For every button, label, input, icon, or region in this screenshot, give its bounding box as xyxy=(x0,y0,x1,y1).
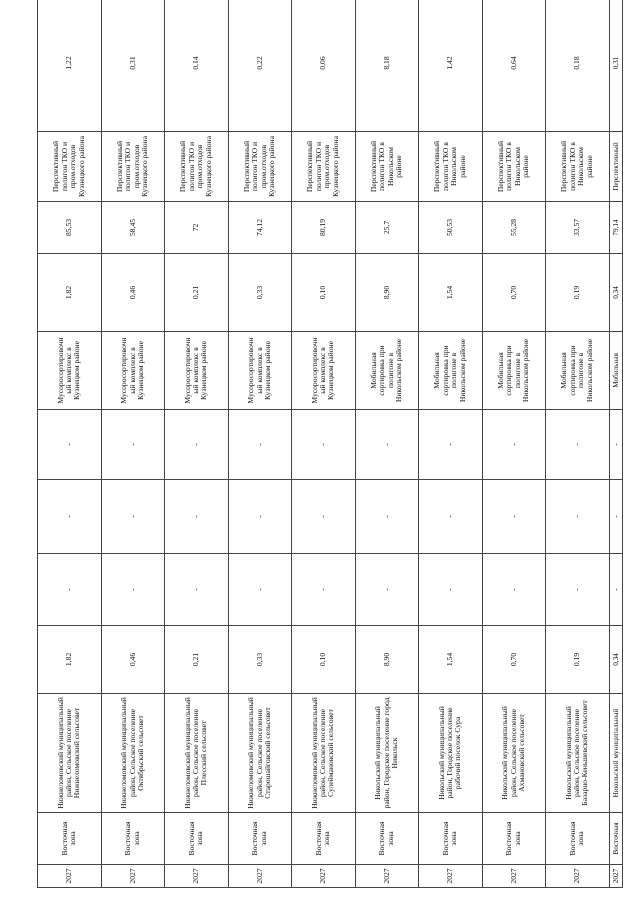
landfill-cell: Перспективный xyxy=(609,132,622,202)
empty-cell-2: - xyxy=(609,480,622,554)
settlement-cell: Нижнеломовский муниципальный район, Сельское поселение Нижнеломовский сельсовет xyxy=(38,694,102,813)
zone-cell: Восточная зона xyxy=(38,813,102,865)
empty-cell-1: - xyxy=(482,554,546,626)
landfill-cell: Перспективный полигон ТКО и пром.отходов Кузнецкого района xyxy=(165,132,229,202)
empty-cell-1: - xyxy=(419,554,483,626)
distance-cell: 72 xyxy=(165,202,229,254)
empty-cell-1: - xyxy=(355,554,419,626)
zone-cell: Восточная зона xyxy=(546,813,610,865)
year-cell: 2027 xyxy=(482,865,546,888)
processing-object-cell: Мобильная сортировка при полигоне в Никольском районе xyxy=(482,332,546,410)
processing-object-cell: Мобильная сортировка при полигоне в Никольском районе xyxy=(355,332,419,410)
empty-cell-1: - xyxy=(101,554,165,626)
disposal-volume-cell: 0,14 xyxy=(165,0,229,132)
processed-volume-cell: 1,82 xyxy=(38,254,102,332)
disposal-volume-cell: 0,31 xyxy=(101,0,165,132)
empty-cell-3: - xyxy=(228,410,292,480)
disposal-volume-cell: 1,42 xyxy=(419,0,483,132)
processing-object-cell: Мусоросортировочный комплекс в Кузнецком районе xyxy=(228,332,292,410)
processed-volume-cell: 8,90 xyxy=(355,254,419,332)
empty-cell-2: - xyxy=(228,480,292,554)
volume-cell: 0,21 xyxy=(165,626,229,694)
processing-object-cell: Мусоросортировочный комплекс в Кузнецком районе xyxy=(38,332,102,410)
processed-volume-cell: 0,10 xyxy=(292,254,356,332)
volume-cell: 0,33 xyxy=(228,626,292,694)
settlement-cell: Нижнеломовский муниципальный район, Сельское поселение Плесский сельсовет xyxy=(165,694,229,813)
year-cell: 2027 xyxy=(355,865,419,888)
processed-volume-cell: 0,46 xyxy=(101,254,165,332)
table-row xyxy=(546,0,610,888)
empty-cell-1: - xyxy=(228,554,292,626)
processing-object-cell: Мобильная сортировка при полигоне в Никольском районе xyxy=(419,332,483,410)
zone-cell: Восточная зона xyxy=(101,813,165,865)
table-row xyxy=(101,0,165,888)
empty-cell-2: - xyxy=(355,480,419,554)
settlement-cell: Никольский муниципальный район, Городское поселение город Никольск xyxy=(355,694,419,813)
disposal-volume-cell: 0,06 xyxy=(292,0,356,132)
disposal-volume-cell: 0,22 xyxy=(228,0,292,132)
zone-cell: Восточная xyxy=(609,813,622,865)
processing-object-cell: Мобильная xyxy=(609,332,622,410)
empty-cell-3: - xyxy=(419,410,483,480)
table-body xyxy=(38,0,623,888)
table-row xyxy=(292,0,356,888)
year-cell: 2027 xyxy=(609,865,622,888)
empty-cell-2: - xyxy=(101,480,165,554)
processed-volume-cell: 0,70 xyxy=(482,254,546,332)
table-row xyxy=(355,0,419,888)
zone-cell: Восточная зона xyxy=(482,813,546,865)
processing-object-cell: Мусоросортировочный комплекс в Кузнецком районе xyxy=(292,332,356,410)
zone-cell: Восточная зона xyxy=(228,813,292,865)
landfill-cell: Перспективный полигон ТКО в Никольском районе xyxy=(355,132,419,202)
empty-cell-3: - xyxy=(355,410,419,480)
distance-cell: 55,28 xyxy=(482,202,546,254)
volume-cell: 8,90 xyxy=(355,626,419,694)
settlement-cell: Никольский муниципальный район, Сельское поселение Базарно-Кеньшевский сельсовет xyxy=(546,694,610,813)
processing-object-cell: Мусоросортировочный комплекс в Кузнецком районе xyxy=(101,332,165,410)
empty-cell-1: - xyxy=(38,554,102,626)
volume-cell: 1,54 xyxy=(419,626,483,694)
year-cell: 2027 xyxy=(101,865,165,888)
distance-cell: 85,53 xyxy=(38,202,102,254)
distance-cell: 50,53 xyxy=(419,202,483,254)
zone-cell: Восточная зона xyxy=(419,813,483,865)
processed-volume-cell: 0,33 xyxy=(228,254,292,332)
empty-cell-1: - xyxy=(165,554,229,626)
empty-cell-2: - xyxy=(546,480,610,554)
zone-cell: Восточная зона xyxy=(292,813,356,865)
year-cell: 2027 xyxy=(292,865,356,888)
settlement-cell: Нижнеломовский муниципальный район, Сельское поселение Старошайговский сельсовет xyxy=(228,694,292,813)
distance-cell: 25,7 xyxy=(355,202,419,254)
processed-volume-cell: 0,19 xyxy=(546,254,610,332)
volume-cell: 0,70 xyxy=(482,626,546,694)
empty-cell-1: - xyxy=(546,554,610,626)
distance-cell: 80,19 xyxy=(292,202,356,254)
empty-cell-3: - xyxy=(38,410,102,480)
table-row xyxy=(482,0,546,888)
disposal-volume-cell: 8,18 xyxy=(355,0,419,132)
year-cell: 2027 xyxy=(165,865,229,888)
year-cell: 2027 xyxy=(228,865,292,888)
empty-cell-1: - xyxy=(292,554,356,626)
year-cell: 2027 xyxy=(546,865,610,888)
disposal-volume-cell: 0,64 xyxy=(482,0,546,132)
year-cell: 2027 xyxy=(38,865,102,888)
empty-cell-2: - xyxy=(419,480,483,554)
year-cell: 2027 xyxy=(419,865,483,888)
distance-cell: 33,57 xyxy=(546,202,610,254)
table-row xyxy=(165,0,229,888)
table-row xyxy=(228,0,292,888)
volume-cell: 1,82 xyxy=(38,626,102,694)
empty-cell-2: - xyxy=(165,480,229,554)
empty-cell-3: - xyxy=(546,410,610,480)
processing-object-cell: Мусоросортировочный комплекс в Кузнецком районе xyxy=(165,332,229,410)
processed-volume-cell: 0,34 xyxy=(609,254,622,332)
empty-cell-3: - xyxy=(292,410,356,480)
empty-cell-2: - xyxy=(482,480,546,554)
landfill-cell: Перспективный полигон ТКО в Никольском районе xyxy=(482,132,546,202)
empty-cell-3: - xyxy=(482,410,546,480)
zone-cell: Восточная зона xyxy=(165,813,229,865)
landfill-cell: Перспективный полигон ТКО и пром.отходов Кузнецкого района xyxy=(38,132,102,202)
landfill-cell: Перспективный полигон ТКО и пром.отходов Кузнецкого района xyxy=(101,132,165,202)
volume-cell: 0,34 xyxy=(609,626,622,694)
processing-object-cell: Мобильная сортировка при полигоне в Никольском районе xyxy=(546,332,610,410)
empty-cell-3: - xyxy=(609,410,622,480)
landfill-cell: Перспективный полигон ТКО в Никольском районе xyxy=(546,132,610,202)
waste-flow-table xyxy=(37,0,623,888)
empty-cell-2: - xyxy=(292,480,356,554)
disposal-volume-cell: 1,22 xyxy=(38,0,102,132)
empty-cell-3: - xyxy=(165,410,229,480)
empty-cell-1: - xyxy=(609,554,622,626)
disposal-volume-cell: 0,18 xyxy=(546,0,610,132)
zone-cell: Восточная зона xyxy=(355,813,419,865)
table-row xyxy=(38,0,102,888)
processed-volume-cell: 1,54 xyxy=(419,254,483,332)
disposal-volume-cell: 0,31 xyxy=(609,0,622,132)
processed-volume-cell: 0,21 xyxy=(165,254,229,332)
distance-cell: 58,45 xyxy=(101,202,165,254)
distance-cell: 74,12 xyxy=(228,202,292,254)
volume-cell: 0,46 xyxy=(101,626,165,694)
settlement-cell: Нижнеломовский муниципальный район, Сельское поселение Сулеймановский сельсовет xyxy=(292,694,356,813)
empty-cell-3: - xyxy=(101,410,165,480)
table-row xyxy=(609,0,622,888)
empty-cell-2: - xyxy=(38,480,102,554)
settlement-cell: Никольский муниципальный район, Городское поселение рабочий поселок Сура xyxy=(419,694,483,813)
landfill-cell: Перспективный полигон ТКО в Никольском районе xyxy=(419,132,483,202)
volume-cell: 0,19 xyxy=(546,626,610,694)
settlement-cell: Никольский муниципальный район, Сельское поселение Ахмановский сельсовет xyxy=(482,694,546,813)
landfill-cell: Перспективный полигон ТКО и пром.отходов Кузнецкого района xyxy=(292,132,356,202)
settlement-cell: Никольский муниципальный xyxy=(609,694,622,813)
table-row xyxy=(419,0,483,888)
volume-cell: 0,10 xyxy=(292,626,356,694)
landfill-cell: Перспективный полигон ТКО и пром.отходов Кузнецкого района xyxy=(228,132,292,202)
settlement-cell: Нижнеломовский муниципальный район, Сельское поселение Октябрьский сельсовет xyxy=(101,694,165,813)
rotated-table-wrapper xyxy=(37,16,620,888)
distance-cell: 79,14 xyxy=(609,202,622,254)
